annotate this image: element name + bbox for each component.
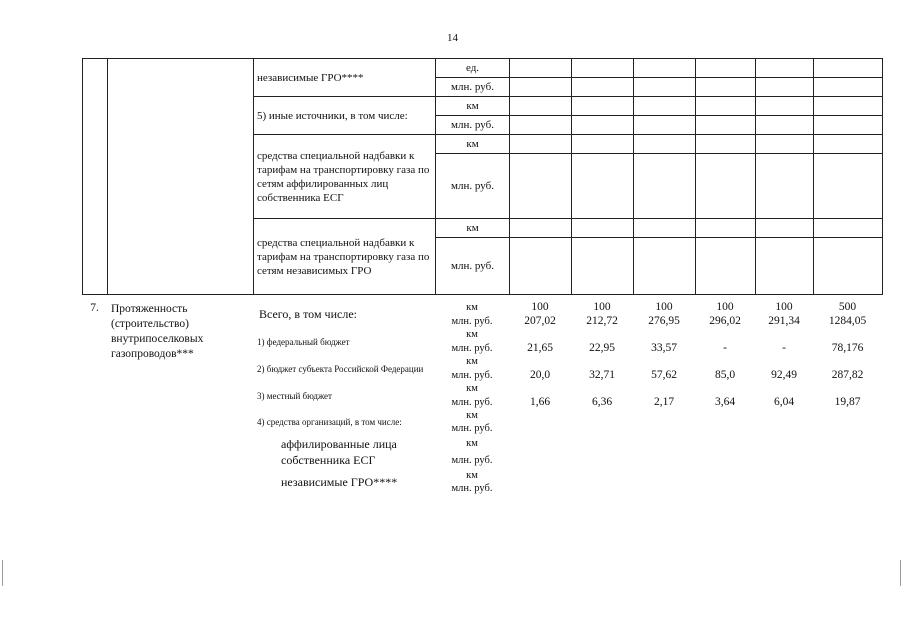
row-label: независимые ГРО**** [254,59,436,97]
unit-cell: ед. [436,59,510,78]
program-table [82,58,883,295]
value-cell: 3,64 [714,396,736,408]
unit-cell: млн. руб. [451,396,493,408]
value-cell [510,59,572,78]
value-cell: - [723,342,727,354]
value-cell: 212,72 [586,315,618,327]
unit-cell: км [466,438,478,449]
value-cell: 21,65 [527,342,553,354]
value-cell: 287,82 [831,369,864,381]
value-cell: 100 [531,301,549,313]
value-cell: 33,57 [651,342,677,354]
unit-cell: млн. руб. [436,78,510,97]
value-cell: 57,62 [651,369,677,381]
value-cell: 100 [716,301,734,313]
scan-edge [900,560,901,586]
row-label: Всего, в том числе: [259,306,357,321]
row-label: 4) средства организаций, в том числе: [257,417,402,427]
unit-cell: млн. руб. [436,238,510,295]
value-cell: 6,36 [591,396,613,408]
unit-cell: млн. руб. [451,315,493,327]
row-label: средства специальной надбавки к тарифам на транспортировку газа по сетям независимых ГРО [254,219,436,295]
value-cell: 207,02 [524,315,556,327]
unit-cell: млн. руб. [451,483,493,494]
value-cell [634,59,696,78]
unit-cell: км [436,97,510,116]
value-cell: 2,17 [653,396,675,408]
row-label: аффилированные лица собственника ЕСГ [281,437,397,467]
value-cell: 85,0 [714,369,736,381]
value-cell [572,59,634,78]
value-cell: 500 [838,301,857,313]
row-label: 3) местный бюджет [257,390,332,401]
unit-cell: км [466,410,478,421]
value-cell: 100 [775,301,793,313]
row-label: 5) иные источники, в том числе: [254,97,436,135]
row-label [253,355,435,382]
value-cell: 92,49 [771,369,797,381]
unit-cell: км [466,356,478,367]
value-cell [756,59,814,78]
unit-cell: млн. руб. [451,423,493,434]
value-cell [696,59,756,78]
section-number: 7. [90,302,99,314]
value-cell: 6,04 [773,396,795,408]
value-cell: 19,87 [834,396,861,408]
scan-edge [2,560,3,586]
value-cell: - [782,342,786,354]
description-cell [108,59,254,295]
unit-cell: млн. руб. [451,369,493,381]
value-cell: 78,176 [831,342,864,354]
unit-cell: км [466,301,478,313]
unit-cell: млн. руб. [451,455,493,466]
regional-budget-label: 2) бюджет субъекта Российской Федерации [257,363,424,374]
table-row [82,300,882,314]
value-cell: 276,95 [648,315,680,327]
row-label: 1) федеральный бюджет [257,336,350,347]
value-cell: 100 [655,301,673,313]
unit-cell: млн. руб. [451,342,493,354]
row-label: независимые ГРО**** [281,475,398,489]
value-cell: 22,95 [589,342,615,354]
unit-cell: млн. руб. [436,116,510,135]
unit-cell: км [466,470,478,481]
unit-cell: км [466,329,478,340]
row-label: средства специальной надбавки к тарифам на транспортировку газа по сетям аффилированных лиц собственника ЕСГ [254,135,436,219]
value-cell: 1284,05 [828,315,867,327]
value-cell: 291,34 [768,315,800,327]
page-number: 14 [447,32,458,44]
unit-cell: млн. руб. [436,154,510,219]
value-cell [814,59,883,78]
section-7-table [82,300,882,495]
table-row [83,59,883,78]
value-cell: 20,0 [529,369,551,381]
unit-cell: км [466,383,478,394]
value-cell: 1,66 [529,396,551,408]
section-description: Протяженность (строительство) внутрипоселковых газопроводов*** [111,303,204,360]
value-cell: 296,02 [709,315,741,327]
unit-cell: км [436,219,510,238]
unit-cell: км [436,135,510,154]
value-cell: 32,71 [589,369,615,381]
value-cell: 100 [593,301,611,313]
number-cell [83,59,108,295]
